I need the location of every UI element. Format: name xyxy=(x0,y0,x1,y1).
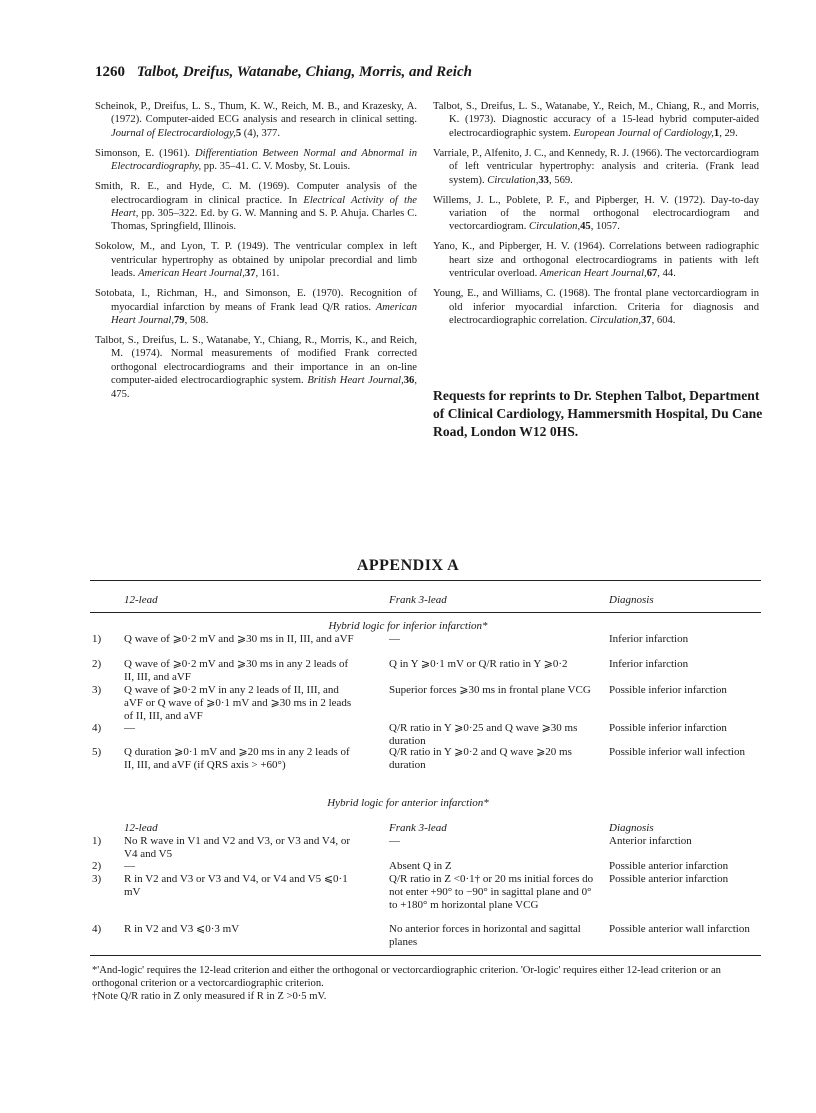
references-left-column xyxy=(95,100,417,408)
reference-journal: American Heart Journal, xyxy=(138,268,245,280)
reference-journal: American Heart Journal, xyxy=(539,268,647,280)
reference-post: , 604. xyxy=(651,315,676,327)
footnote-and-logic: *'And-logic' requires the 12-lead criterion and either the orthogonal or vectorcardiographic criterion. 'Or-logic' requires either 12-lead criterion or an orthogonal criterion or a vectorcardiographic criterion. xyxy=(92,965,721,989)
reference-entry xyxy=(95,287,417,327)
reference-pre: Yano, K., and Pipberger, H. V. (1964). Correlations between radiographic heart size and orthogonal electrocardiograms in patients with left ventricular overload. xyxy=(433,241,759,280)
reference-entry xyxy=(95,240,417,280)
row-diagnosis: Possible anterior wall infarction xyxy=(609,923,750,935)
reference-post: , 1057. xyxy=(590,221,620,233)
row-number: 4) xyxy=(92,923,102,935)
row-frank: — xyxy=(389,633,400,645)
row-frank: No anterior forces in horizontal and sagittal planes xyxy=(389,923,581,948)
row-12-lead: R in V2 and V3 ⩽0·3 mV xyxy=(124,923,240,935)
table-bottom-rule xyxy=(90,955,761,956)
reference-vol: 5 xyxy=(235,127,242,139)
row-diagnosis: Possible anterior infarction xyxy=(609,873,729,885)
row-12-lead: Q wave of ⩾0·2 mV in any 2 leads of II, III, and aVF or Q wave of ⩾0·1 mV and ⩾30 ms in 2 leads of II, III, and aVF xyxy=(124,684,352,722)
section-title-anterior: Hybrid logic for anterior infarction* xyxy=(327,797,489,809)
header-diagnosis: Diagnosis xyxy=(609,594,654,606)
running-header xyxy=(95,64,472,81)
reference-vol: 37 xyxy=(244,268,256,280)
row-12-lead: — xyxy=(124,722,135,734)
row-diagnosis: Possible anterior infarction xyxy=(609,860,729,872)
reference-entry xyxy=(433,194,759,234)
row-diagnosis: Possible inferior infarction xyxy=(609,684,727,696)
reference-vol: 37 xyxy=(641,315,652,327)
running-authors: Talbot, Dreifus, Watanabe, Chiang, Morris, and Reich xyxy=(136,64,472,80)
row-number: 3) xyxy=(92,684,102,696)
reference-vol: 45 xyxy=(580,221,591,233)
row-number: 1) xyxy=(92,835,102,847)
row-diagnosis: Inferior infarction xyxy=(609,633,689,645)
row-number: 3) xyxy=(92,873,102,885)
row-12-lead: R in V2 and V3 or V3 and V4, or V4 and V5 ⩽0·1 mV xyxy=(124,873,348,898)
reference-vol: 33 xyxy=(538,174,549,186)
reference-entry xyxy=(95,334,417,401)
reference-post: , 161. xyxy=(255,268,280,280)
reference-vol: 79 xyxy=(173,315,185,327)
reference-journal: Electrical Activity of the Heart, xyxy=(111,194,417,220)
reference-journal: European Journal of Cardiology, xyxy=(573,127,714,139)
reference-pre: Sokolow, M., and Lyon, T. P. (1949). The ventricular complex in left ventricular hypertrophy as obtained by unipolar precordial and limb leads. xyxy=(95,241,417,280)
reference-post: , 44. xyxy=(657,268,676,280)
reference-pre: Simonson, E. (1961). xyxy=(95,147,195,159)
reference-vol: 67 xyxy=(646,268,658,280)
reference-post: , 475. xyxy=(111,375,417,400)
reference-journal: Circulation, xyxy=(487,174,539,186)
row-diagnosis: Possible inferior infarction xyxy=(609,722,727,734)
table-header-rule xyxy=(90,612,761,613)
reference-journal: Circulation, xyxy=(589,315,641,327)
row-number: 2) xyxy=(92,658,102,670)
row-frank: Absent Q in Z xyxy=(389,860,452,872)
reference-entry xyxy=(433,147,759,187)
row-number: 4) xyxy=(92,722,102,734)
row-12-lead: No R wave in V1 and V2 and V3, or V3 and V4, or V4 and V5 xyxy=(124,835,350,860)
reference-pre: Talbot, S., Dreifus, L. S., Watanabe, Y., Reich, M., Chiang, R., and Morris, K. (1973). Diagnostic accuracy of a 15-lead hybrid computer-aided electrocardiographic system. xyxy=(433,101,759,139)
row-frank: Q/R ratio in Z <0·1† or 20 ms initial forces do not enter +90° to −90° in sagittal plane and 0° to +180° m horizontal plane VCG xyxy=(389,873,594,911)
row-number: 2) xyxy=(92,860,102,872)
reference-post: , 508. xyxy=(184,315,209,327)
subheader-diagnosis: Diagnosis xyxy=(609,822,654,834)
reference-journal: Circulation, xyxy=(529,221,581,233)
header-12-lead: 12-lead xyxy=(124,594,158,606)
reference-pre: Talbot, S., Dreifus, L. S., Watanabe, Y., Chiang, R., Morris, K., and Reich, M. (1974). Normal measurements of modified Frank corrected orthogonal electrocardiograms and their importance in an on-line computer-aided electrocardiographic system. xyxy=(95,335,417,387)
reference-entry xyxy=(95,180,417,234)
footnote-qr-ratio: †Note Q/R ratio in Z only measured if R in Z >0·5 mV. xyxy=(92,991,327,1002)
reference-post: , 569. xyxy=(548,174,573,186)
section-title-inferior: Hybrid logic for inferior infarction* xyxy=(328,620,488,632)
reference-pre: Varriale, P., Alfenito, J. C., and Kennedy, R. J. (1966). The vectorcardiogram of left ventricular hypertrophy: analysis and criteria. (Frank lead system). xyxy=(433,147,759,186)
row-frank: Q/R ratio in Y ⩾0·25 and Q wave ⩾30 ms duration xyxy=(389,722,578,747)
table-top-rule xyxy=(90,580,761,581)
row-12-lead: Q duration ⩾0·1 mV and ⩾20 ms in any 2 leads of II, III, and aVF (if QRS axis > +60°) xyxy=(124,746,350,771)
reference-journal: British Heart Journal, xyxy=(307,375,404,387)
reference-entry xyxy=(95,147,417,174)
reference-entry xyxy=(433,240,759,280)
row-number: 5) xyxy=(92,746,102,758)
reference-post: (4), 377. xyxy=(241,127,280,139)
subheader-12-lead: 12-lead xyxy=(124,822,158,834)
reference-pre: Young, E., and Williams, C. (1968). The frontal plane vectorcardiogram in old inferior myocardial infarction. Criteria for diagnosis and electrocardiographic correlation. xyxy=(433,288,759,327)
references-right-column xyxy=(433,100,759,334)
reference-post: pp. 35–41. C. V. Mosby, St. Louis. xyxy=(201,161,351,173)
row-frank: Q in Y ⩾0·1 mV or Q/R ratio in Y ⩾0·2 xyxy=(389,658,568,670)
reference-journal: Differentiation Between Normal and Abnormal in Electrocardiography, xyxy=(111,147,417,173)
subheader-frank-3-lead: Frank 3-lead xyxy=(389,822,447,834)
reference-entry xyxy=(433,100,759,140)
row-number: 1) xyxy=(92,633,102,645)
appendix-title: APPENDIX A xyxy=(356,557,460,574)
reference-pre: Scheinok, P., Dreifus, L. S., Thum, K. W., Reich, M. B., and Krazesky, A. (1972). Computer-aided ECG analysis and research in clinical setting. xyxy=(95,101,417,126)
reference-vol: 36 xyxy=(403,375,415,387)
row-frank: — xyxy=(389,835,400,847)
row-diagnosis: Possible inferior wall infection xyxy=(609,746,745,758)
reference-vol: 1 xyxy=(713,127,720,139)
page-number: 1260 xyxy=(95,64,125,80)
reference-pre: Smith, R. E., and Hyde, C. M. (1969). Computer analysis of the electrocardiogram in clinical practice. In xyxy=(95,181,417,206)
row-diagnosis: Inferior infarction xyxy=(609,658,689,670)
reference-journal: Journal of Electrocardiology, xyxy=(111,127,236,139)
table-footnotes xyxy=(92,964,764,1003)
header-frank-3-lead: Frank 3-lead xyxy=(389,594,447,606)
reference-journal: American Heart Journal, xyxy=(111,301,417,327)
row-diagnosis: Anterior infarction xyxy=(609,835,692,847)
row-12-lead: Q wave of ⩾0·2 mV and ⩾30 ms in II, III, and aVF xyxy=(124,633,354,645)
row-frank: Q/R ratio in Y ⩾0·2 and Q wave ⩾20 ms duration xyxy=(389,746,572,771)
row-12-lead: — xyxy=(124,860,135,872)
row-12-lead: Q wave of ⩾0·2 mV and ⩾30 ms in any 2 leads of II, III, and aVF xyxy=(124,658,349,683)
reference-post: , 29. xyxy=(719,127,738,139)
row-frank: Superior forces ⩾30 ms in frontal plane VCG xyxy=(389,684,591,696)
reference-entry xyxy=(95,100,417,140)
reprint-request: Requests for reprints to Dr. Stephen Talbot, Department of Clinical Cardiology, Hammersmith Hospital, Du Cane Road, London W12 0HS. xyxy=(433,388,763,439)
reference-post: pp. 305–322. Ed. by G. W. Manning and S. P. Ahuja. Charles C. Thomas, Springfield, Illinois. xyxy=(111,208,417,233)
reference-pre: Sotobata, I., Richman, H., and Simonson, E. (1970). Recognition of myocardial infarction by means of Frank lead Q/R ratios. xyxy=(95,288,417,313)
reference-entry xyxy=(433,287,759,327)
reference-pre: Willems, J. L., Poblete, P. F., and Pipberger, H. V. (1972). Day-to-day variation of the normal orthogonal electrocardiogram and vectorcardiogram. xyxy=(433,194,759,233)
